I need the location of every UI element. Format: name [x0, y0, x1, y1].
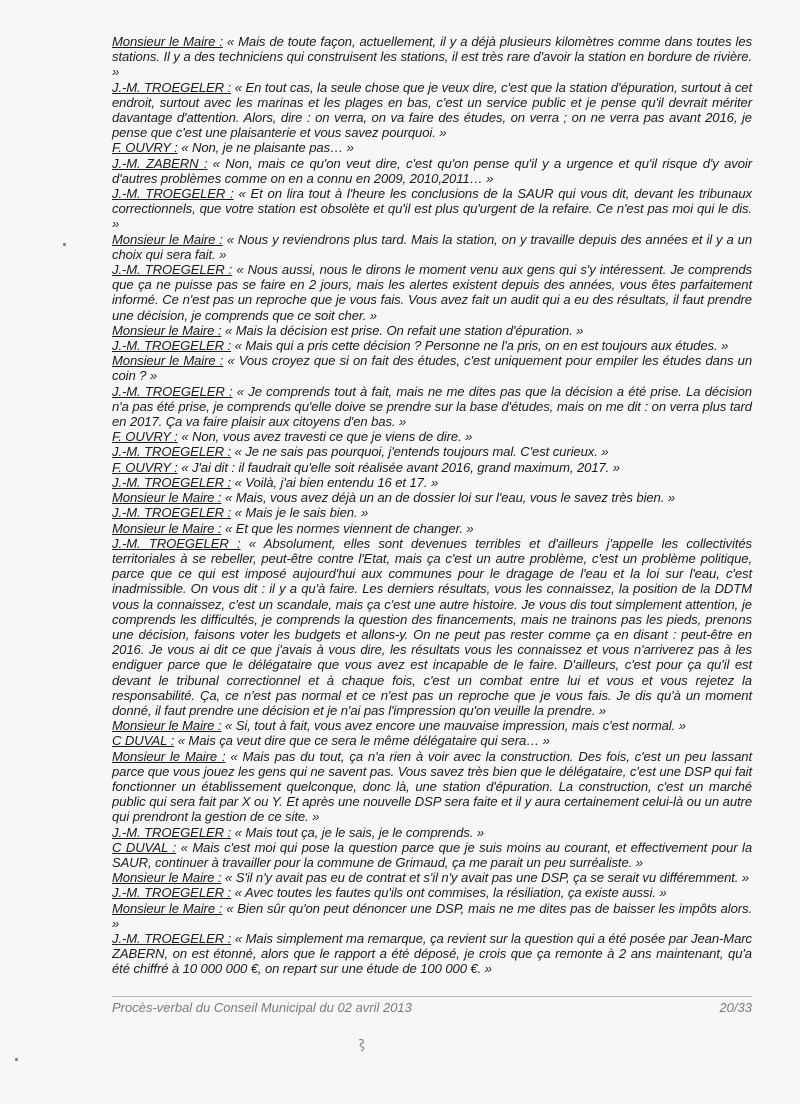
speech-text: « Voilà, j'ai bien entendu 16 et 17. » — [231, 474, 439, 490]
paragraph — [112, 34, 752, 80]
paragraph — [112, 825, 752, 840]
speech-text: « Si, tout à fait, vous avez encore une mauvaise impression, mais c'est normal. » — [221, 718, 686, 734]
speech-text: « En tout cas, la seule chose que je veux dire, c'est que la station d'épuration, surtout à cet endroit, surtout avec les marinas et les plages en bas, c'est un service public et je pense qu'il devrait mériter davantage d'attention. Alors, dire : on verra, on va faire des études, on verra ; on ne verra pas avant 2016, je pense que c'est une plaisanterie et vous savez pourquoi. » — [112, 79, 752, 141]
speaker-name: J.-M. TROEGELER : — [112, 186, 234, 202]
speaker-name: J.-M. TROEGELER : — [112, 930, 232, 946]
speaker-name: Monsieur le Maire : — [112, 900, 223, 916]
paragraph — [112, 885, 752, 900]
scan-speck — [15, 1058, 18, 1061]
speaker-name: Monsieur le Maire : — [112, 748, 226, 764]
speech-text: « Et que les normes viennent de changer. » — [221, 520, 474, 536]
speaker-name: J.-M. TROEGELER : — [112, 885, 232, 901]
paragraph — [112, 733, 752, 748]
speaker-name: Monsieur le Maire : — [112, 490, 222, 506]
speech-text: « Je ne sais pas pourquoi, j'entends toujours mal. C'est curieux. » — [231, 444, 609, 460]
speaker-name: F. OUVRY : — [112, 140, 178, 156]
speaker-name: J.-M. TROEGELER : — [112, 338, 232, 354]
speaker-name: J.-M. TROEGELER : — [112, 444, 232, 460]
speech-text: « Mais de toute façon, actuellement, il y a déjà plusieurs kilomètres comme dans toutes les stations. Il y a des techniciens qui construisent les stations, il est très rare d'avoir la station en bordure de rivière. » — [112, 34, 752, 80]
speaker-name: Monsieur le Maire : — [112, 34, 223, 49]
speech-text: « Non, mais ce qu'on veut dire, c'est qu'on pense qu'il y a urgence et qu'il risque d'y avoir d'autres problèmes comme on en a connu en 2009, 2010,2011… » — [112, 155, 752, 186]
speaker-name: Monsieur le Maire : — [112, 231, 223, 247]
paragraph — [112, 156, 752, 186]
paragraph — [112, 429, 752, 444]
speaker-name: F. OUVRY : — [112, 459, 178, 475]
speaker-name: J.-M. ZABERN : — [112, 155, 208, 171]
speech-text: « Mais je le sais bien. » — [231, 505, 369, 521]
speech-text: « Mais c'est moi qui pose la question parce que je suis moins au courant, et effectivement pour la SAUR, continuer à travailler pour la commune de Grimaud, ça me parait un peu surréaliste. » — [112, 839, 753, 870]
page-number: 20/33 — [719, 1000, 752, 1015]
speaker-name: J.-M. TROEGELER : — [112, 383, 233, 399]
speech-text: « Avec toutes les fautes qu'ils ont commises, la résiliation, ça existe aussi. » — [231, 885, 667, 901]
speech-text: « Bien sûr qu'on peut dénoncer une DSP, mais ne me dites pas de baisser les impôts alors. » — [112, 900, 753, 931]
speaker-name: J.-M. TROEGELER : — [112, 79, 232, 95]
speech-text: « Absolument, elles sont devenues terribles et d'ailleurs j'appelle les collectivités territoriales à se rebeller, peut-être contre l'Etat, mais ça c'est un autre problème, c'est un problème politique, parce que ce qui est imposé aujourd'hui aux communes pour le dragage de l'eau et la loi sur l'eau, c'est inadmissible. On vous dit : il y a qu'à faire. Les derniers résultats, vous les connaissez, la position de la DDTM vous la connaissez, c'est un scandale, mais ça c'est une autre histoire. Je vous dis tout simplement attention, je comprends les difficultés, je comprends la question des financements, mais ne trainons pas les pieds, prenons une décision, faisons voter les budgets et allons-y. On ne peut pas rester comme ça en disant : peut-être en 2016. Je vous ai dit ce que j'avais à vous dire, les résultats vous les connaissez et vous n'arriverez pas à les endiguer parce que le délégataire que vous avez est incapable de le faire. D'ailleurs, c'est pour ça qu'il est devant le tribunal correctionnel et à chaque fois, c'est un combat entre lui et vous et vous rejetez la responsabilité. Ça, ce n'est pas normal et ce n'est pas un reproche que je vous fais. Je dis qu'à un moment donné, il faut prendre une décision et je n'ai pas l'impression qu'on veuille la prendre. » — [112, 535, 752, 718]
speech-text: « Mais pas du tout, ça n'a rien à voir avec la construction. Des fois, c'est un peu lassant parce que vous jouez les gens qui ne savent pas. Vous savez très bien que le délégataire, c'est une DSP qui fait fonctionner un établissement quelconque, donc là, une station d'épuration. La construction, c'est un marché public qui sera fait par X ou Y. Et après une nouvelle DSP sera faite et il y aura certainement celui-là ou un autre qui prendront la gestion de ce site. » — [112, 748, 752, 825]
paragraph — [112, 490, 752, 505]
paragraph — [112, 840, 752, 870]
paragraph — [112, 140, 752, 155]
speech-text: « Mais ça veut dire que ce sera le même délégataire qui sera… » — [174, 733, 550, 749]
speaker-name: C DUVAL : — [112, 733, 175, 749]
paragraph — [112, 186, 752, 232]
paragraph — [112, 338, 752, 353]
paragraph — [112, 232, 752, 262]
speech-text: « Nous y reviendrons plus tard. Mais la station, on y travaille depuis des années et il y a un choix qui sera fait. » — [112, 231, 753, 262]
paragraph — [112, 718, 752, 733]
speech-text: « S'il n'y avait pas eu de contrat et s'il n'y avait pas une DSP, ça se serait vu différemment. » — [221, 870, 750, 886]
speaker-name: Monsieur le Maire : — [112, 520, 222, 536]
speaker-name: J.-M. TROEGELER : — [112, 505, 232, 521]
document-body — [112, 34, 752, 977]
speech-text: « Mais tout ça, je le sais, je le comprends. » — [231, 824, 485, 840]
paragraph — [112, 870, 752, 885]
speech-text: « Non, je ne plaisante pas… » — [177, 140, 354, 156]
speech-text: « Mais simplement ma remarque, ça revient sur la question qui a été posée par Jean-Marc ZABERN, on est étonné, alors que le rapport a été déposé, je crois que ça remonte à 2 ans maintenant, qu'a été chiffré à 10 000 000 €, on repart sur une étude de 100 000 €. » — [112, 930, 752, 977]
speaker-name: F. OUVRY : — [112, 429, 178, 445]
speaker-name: Monsieur le Maire : — [112, 322, 222, 338]
paragraph — [112, 521, 752, 536]
speech-text: « Nous aussi, nous le dirons le moment venu aux gens qui s'y intéressent. Je comprends que ça ne puisse pas se faire en 2 jours, mais les alertes existent depuis des années, vous êtes parfaitement informé. Ce n'est pas un reproche que je vous fais. Vous avez fait un audit qui a eu des résultats, il faut prendre une décision, je comprends que ce soit cher. » — [112, 262, 752, 323]
footer-divider — [112, 996, 752, 997]
paragraph — [112, 323, 752, 338]
scan-mark-icon — [356, 1038, 368, 1052]
speaker-name: J.-M. TROEGELER : — [112, 474, 232, 490]
speech-text: « Je comprends tout à fait, mais ne me dites pas que la décision a été prise. La décision n'a pas été prise, je comprends qu'elle doive se prendre sur la base d'études, mais on me dit : on verra plus tard en 2017. Ça va faire plaisir aux citoyens d'en bas. » — [112, 383, 752, 430]
speech-text: « Mais la décision est prise. On refait une station d'épuration. » — [221, 322, 584, 338]
speech-text: « J'ai dit : il faudrait qu'elle soit réalisée avant 2016, grand maximum, 2017. » — [177, 459, 620, 475]
speech-text: « Mais qui a pris cette décision ? Personne ne l'a pris, on en est toujours aux études. » — [231, 338, 729, 354]
speaker-name: J.-M. TROEGELER : — [112, 262, 233, 278]
speech-text: « Non, vous avez travesti ce que je viens de dire. » — [177, 429, 473, 445]
speaker-name: J.-M. TROEGELER : — [112, 824, 232, 840]
speaker-name: C DUVAL : — [112, 839, 177, 855]
paragraph — [112, 262, 752, 323]
speaker-name: Monsieur le Maire : — [112, 353, 224, 369]
speaker-name: J.-M. TROEGELER : — [112, 535, 241, 551]
paragraph — [112, 353, 752, 383]
paragraph — [112, 80, 752, 141]
speaker-name: Monsieur le Maire : — [112, 870, 222, 886]
speaker-name: Monsieur le Maire : — [112, 718, 222, 734]
paragraph — [112, 475, 752, 490]
scan-speck — [63, 243, 66, 246]
paragraph — [112, 901, 752, 931]
paragraph — [112, 749, 752, 825]
paragraph — [112, 460, 752, 475]
paragraph — [112, 931, 752, 977]
footer-title: Procès-verbal du Conseil Municipal du 02 avril 2013 — [112, 1000, 412, 1015]
paragraph — [112, 384, 752, 430]
paragraph — [112, 505, 752, 520]
paragraph — [112, 444, 752, 459]
speech-text: « Vous croyez que si on fait des études, c'est uniquement pour empiler les études dans un coin ? » — [112, 353, 752, 384]
speech-text: « Mais, vous avez déjà un an de dossier loi sur l'eau, vous le savez très bien. » — [221, 490, 675, 506]
speech-text: « Et on lira tout à l'heure les conclusions de la SAUR qui vous dit, devant les tribunaux correctionnels, que votre station est obsolète et qu'il est plus qu'urgent de la refaire. Ce n'est pas moi qui le dis. » — [112, 186, 752, 232]
paragraph — [112, 536, 752, 718]
